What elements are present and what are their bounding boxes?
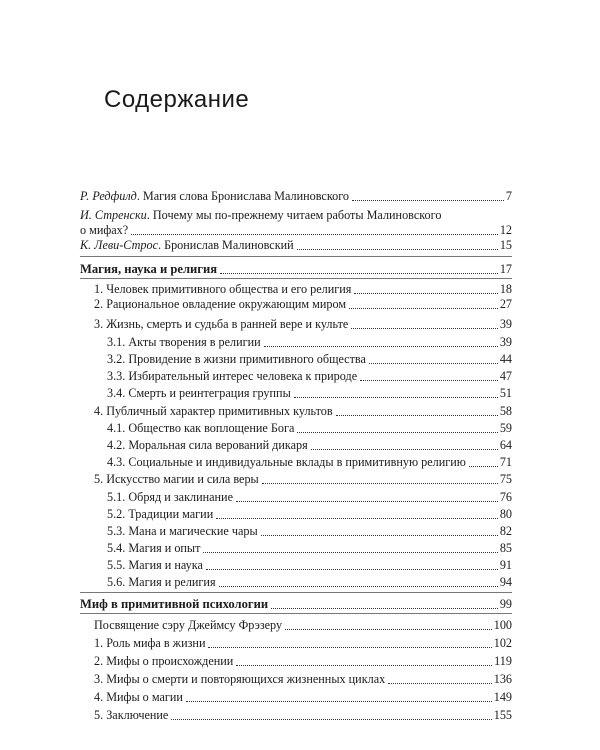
- toc-subitem[interactable]: 3.4. Смерть и реинтеграция группы 51: [107, 386, 512, 400]
- toc-subitem[interactable]: 5.5. Магия и наука 91: [107, 558, 512, 572]
- leader-dots: [262, 483, 498, 484]
- entry-title: Магия слова Бронислава Малиновского: [142, 189, 350, 203]
- leader-dots: [388, 683, 492, 684]
- leader-dots: [219, 586, 498, 587]
- leader-dots: [236, 665, 492, 666]
- toc-item[interactable]: 3. Мифы о смерти и повторяющихся жизненных циклах 136: [94, 672, 512, 686]
- section-title: Магия, наука и религия: [80, 262, 218, 276]
- toc-item[interactable]: 1. Человек примитивного общества и его религия 18: [94, 282, 512, 296]
- toc-section-myth[interactable]: [80, 597, 512, 612]
- toc-item[interactable]: 4. Мифы о магии 149: [94, 690, 512, 704]
- entry-page: 7: [505, 189, 512, 203]
- leader-dots: [336, 415, 498, 416]
- leader-dots: [220, 273, 498, 274]
- leader-dots: [271, 608, 498, 609]
- leader-dots: [206, 569, 498, 570]
- leader-dots: [236, 501, 498, 502]
- leader-dots: [208, 647, 491, 648]
- leader-dots: [264, 346, 498, 347]
- section-divider: [80, 278, 512, 279]
- toc-entry-levi-strauss[interactable]: К. Леви-Строс. Бронислав Малиновский 15: [80, 238, 512, 252]
- section-divider: [80, 613, 512, 614]
- toc-subitem[interactable]: 5.1. Обряд и заклинание 76: [107, 490, 512, 504]
- entry-author: К. Леви-Строс: [80, 238, 158, 252]
- leader-dots: [285, 629, 492, 630]
- leader-dots: [216, 518, 498, 519]
- toc-entry-redfield[interactable]: Р. Редфилд. Магия слова Бронислава Малиновского 7: [80, 189, 512, 203]
- toc-item[interactable]: 5. Искусство магии и сила веры 75: [94, 472, 512, 486]
- leader-dots: [131, 234, 498, 235]
- leader-dots: [360, 380, 498, 381]
- toc-subitem[interactable]: 3.2. Провидение в жизни примитивного общества 44: [107, 352, 512, 366]
- entry-title-line2: о мифах?: [80, 223, 129, 237]
- toc-item[interactable]: 5. Заключение 155: [94, 708, 512, 722]
- leader-dots: [297, 432, 497, 433]
- toc-subitem[interactable]: 3.1. Акты творения в религии 39: [107, 335, 512, 349]
- toc-subitem[interactable]: 5.6. Магия и религия 94: [107, 575, 512, 589]
- leader-dots: [351, 328, 497, 329]
- section-page: 17: [499, 262, 512, 276]
- leader-dots: [261, 535, 498, 536]
- leader-dots: [352, 200, 504, 201]
- toc-item[interactable]: 1. Роль мифа в жизни 102: [94, 636, 512, 650]
- entry-page: 15: [499, 238, 512, 252]
- toc-subitem[interactable]: 5.3. Мана и магические чары 82: [107, 524, 512, 538]
- section-title: Миф в примитивной психологии: [80, 597, 269, 611]
- leader-dots: [171, 719, 491, 720]
- leader-dots: [297, 249, 498, 250]
- toc-section-magic-science-religion[interactable]: [80, 262, 512, 277]
- toc-subitem[interactable]: 4.1. Общество как воплощение Бога 59: [107, 421, 512, 435]
- toc-item[interactable]: 4. Публичный характер примитивных культов 58: [94, 404, 512, 418]
- toc-item[interactable]: Посвящение сэру Джеймсу Фрэзеру 100: [94, 618, 512, 632]
- toc-subitem[interactable]: 5.2. Традиции магии 80: [107, 507, 512, 521]
- toc-subitem[interactable]: 4.3. Социальные и индивидуальные вклады в примитивную религию 71: [107, 455, 512, 469]
- leader-dots: [186, 701, 492, 702]
- section-page: 99: [499, 597, 512, 611]
- entry-author: И. Стренски: [80, 208, 147, 222]
- entry-author: Р. Редфилд: [80, 189, 137, 203]
- toc-item[interactable]: 3. Жизнь, смерть и судьба в ранней вере и культе 39: [94, 317, 512, 331]
- toc-entry-strenski[interactable]: И. Стренски. Почему мы по-прежнему читаем работы Малиновского о мифах? 12: [80, 208, 512, 237]
- leader-dots: [349, 308, 498, 309]
- leader-dots: [354, 293, 497, 294]
- leader-dots: [469, 466, 498, 467]
- leader-dots: [311, 449, 498, 450]
- toc-subitem[interactable]: 5.4. Магия и опыт 85: [107, 541, 512, 555]
- entry-page: 12: [499, 223, 512, 237]
- leader-dots: [369, 363, 498, 364]
- leader-dots: [294, 397, 498, 398]
- leader-dots: [203, 552, 497, 553]
- toc-item[interactable]: 2. Рациональное овладение окружающим миром 27: [94, 297, 512, 311]
- entry-title-line1: Почему мы по-прежнему читаем работы Малиновского: [152, 208, 442, 222]
- toc-subitem[interactable]: 3.3. Избирательный интерес человека к природе 47: [107, 369, 512, 383]
- section-divider: [80, 592, 512, 593]
- page-title: Содержание: [104, 86, 250, 113]
- toc-subitem[interactable]: 4.2. Моральная сила верований дикаря 64: [107, 438, 512, 452]
- entry-title: Бронислав Малиновский: [164, 238, 294, 252]
- toc-item[interactable]: 2. Мифы о происхождении 119: [94, 654, 512, 668]
- section-divider: [80, 256, 512, 257]
